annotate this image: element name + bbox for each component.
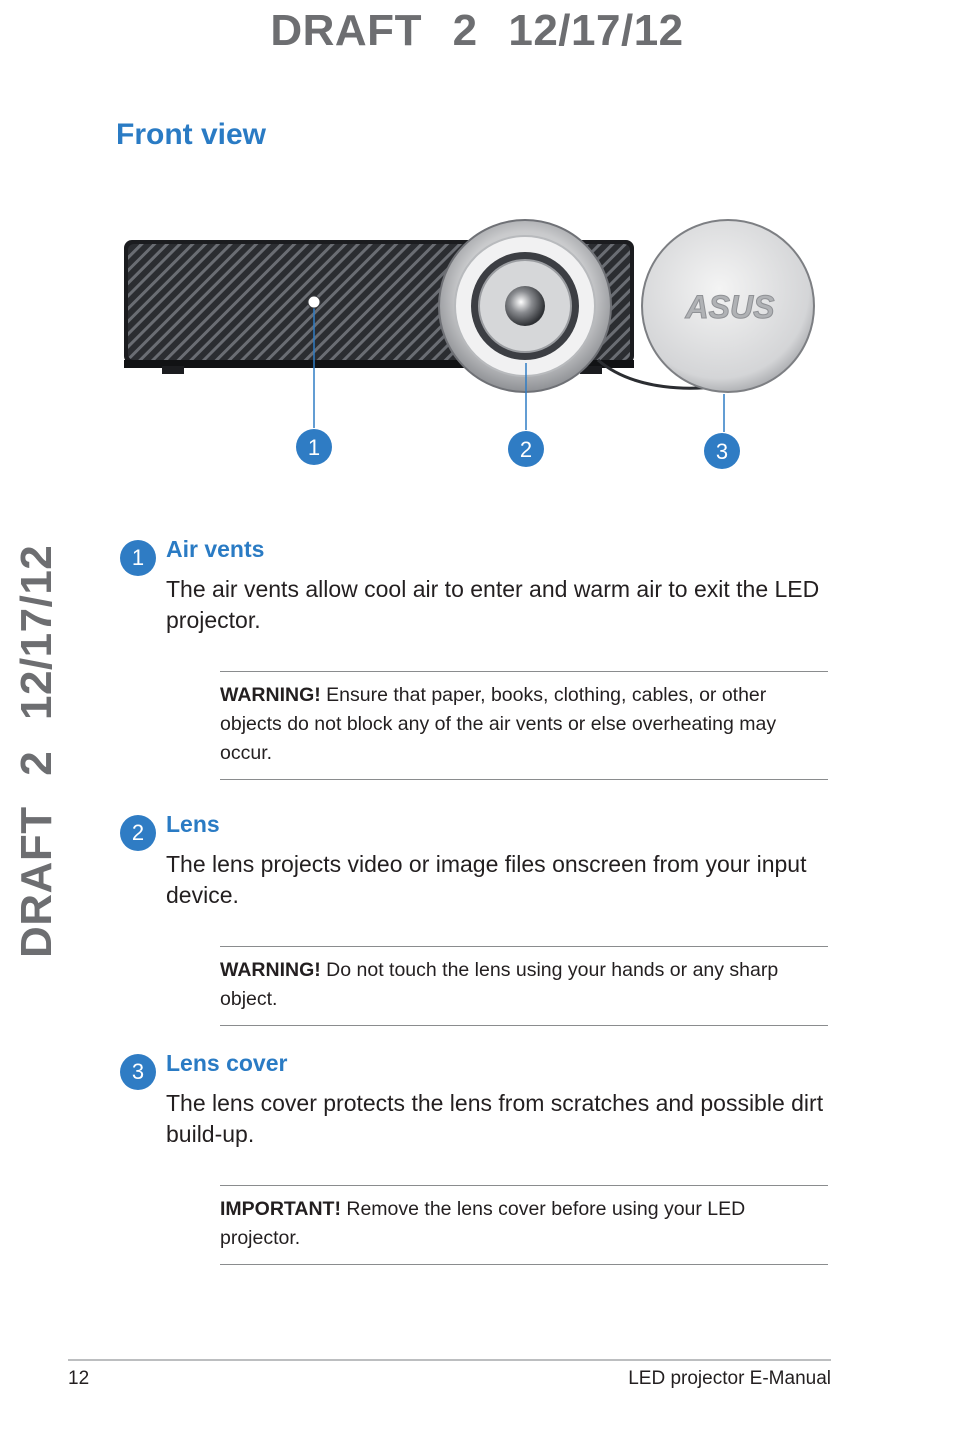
notice-label: WARNING!	[220, 959, 321, 981]
item-number-badge: 1	[120, 540, 156, 576]
warning-notice-air-vents	[220, 671, 828, 780]
lens-cover	[642, 220, 814, 392]
notice-text: Ensure that paper, books, clothing, cables, or other objects do not block any of the air vents or else overheating may occur.	[220, 684, 777, 764]
notice-text: Do not touch the lens using your hands or any sharp object.	[220, 959, 779, 1010]
item-description: The lens projects video or image files onscreen from your input device.	[166, 851, 807, 908]
item-description: The air vents allow cool air to enter and warm air to exit the LED projector.	[166, 576, 820, 633]
lens	[439, 220, 611, 392]
callout-badge-1	[296, 429, 332, 465]
callout-badge-2	[508, 431, 544, 467]
item-number-badge: 2	[120, 815, 156, 851]
manual-title: LED projector E-Manual	[628, 1368, 831, 1389]
notice-text: Remove the lens cover before using your LED projector.	[220, 1198, 746, 1249]
asus-logo: ASUS	[685, 289, 775, 325]
item-title: Lens	[166, 811, 220, 837]
callout-badge-3	[704, 433, 740, 469]
callout-dot-1	[308, 296, 320, 308]
warning-notice-lens	[220, 946, 828, 1026]
item-title: Air vents	[166, 536, 265, 562]
projector-front-view-figure	[110, 210, 830, 480]
footer-divider	[68, 1359, 831, 1361]
callout-number-2: 2	[519, 437, 533, 462]
draft-watermark-top: DRAFT 2 12/17/12	[270, 6, 684, 55]
notice-label: IMPORTANT!	[220, 1198, 341, 1220]
item-number-badge: 3	[120, 1054, 156, 1090]
notice-label: WARNING!	[220, 684, 321, 706]
important-notice-lens-cover	[220, 1185, 828, 1265]
draft-watermark-side: DRAFT 2 12/17/12	[12, 544, 61, 958]
section-title: Front view	[116, 118, 267, 151]
item-description: The lens cover protects the lens from scratches and possible dirt build-up.	[166, 1090, 824, 1147]
callout-number-1: 1	[307, 435, 321, 460]
projector-illustration	[110, 210, 830, 480]
item-title: Lens cover	[166, 1050, 288, 1076]
callout-number-3: 3	[715, 439, 729, 464]
page-number: 12	[68, 1368, 90, 1389]
